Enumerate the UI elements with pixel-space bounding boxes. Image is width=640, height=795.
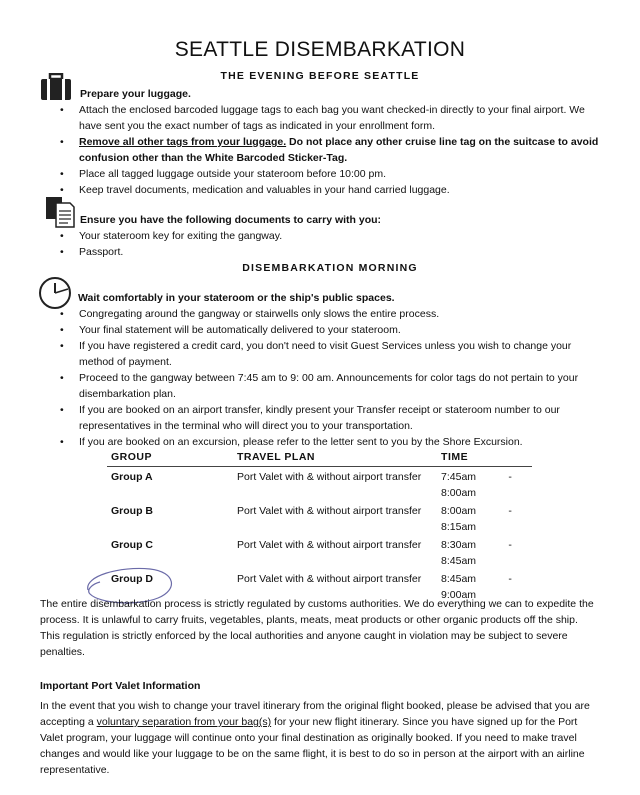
- dash-cell: -: [508, 573, 512, 585]
- remove-tags-text: Remove all other tags from your luggage.: [79, 136, 287, 148]
- list-item: • If you are booked on an excursion, please refer to the letter sent to you by the Shore Excursion.: [60, 436, 523, 448]
- plan-cell: Port Valet with & without airport transfer: [236, 471, 422, 483]
- list-item: • Attach the enclosed barcoded luggage tags to each bag you want checked-in directly to your final airport. We have sent you the exact number of tags as indicated in your enrollment form.: [60, 104, 585, 132]
- group-cell: Group A: [111, 471, 153, 483]
- voluntary-separation-text: voluntary separation from your bag(s): [96, 716, 272, 728]
- header-group: GROUP: [107, 449, 233, 467]
- list-item: • If you have registered a credit card, you don't need to visit Guest Services unless you wish to change your method of payment.: [60, 340, 572, 368]
- table-row: [107, 501, 532, 535]
- port-valet-heading: Important Port Valet Information: [40, 680, 201, 692]
- port-valet-paragraph: In the event that you wish to change your travel itinerary from the original flight booked, please be advised that you are accepting a voluntary separation from your bag(s) for your new flight itinerary. Since you have signed up for the Port Valet program, your luggage will continue onto your final destination as originally booked. If you need to make travel changes and would like your luggage to be on the same flight, it is best to do so in person at the airport with an airline representative.: [40, 700, 590, 776]
- customs-paragraph: The entire disembarkation process is strictly regulated by customs authorities. We do everything we can to expedite the process. It is unlawful to carry fruits, vegetables, plants, meats, meat products or other organic products off the ship. This regulation is strictly enforced by the local authorities and anyone caught in violation may be subject to severe penalties.: [40, 598, 594, 658]
- header-empty: [504, 449, 532, 467]
- dash-cell: -: [508, 539, 512, 551]
- group-cell: Group C: [111, 539, 153, 551]
- evening-heading: THE EVENING BEFORE SEATTLE: [220, 70, 420, 82]
- time-cell: 8:00am 8:15am: [441, 505, 477, 533]
- header-travel-plan: TRAVEL PLAN: [233, 449, 437, 467]
- time-cell: 8:45am 9:00am: [441, 573, 477, 601]
- list-item: • Passport.: [60, 246, 124, 258]
- plan-cell: Port Valet with & without airport transfer: [236, 505, 422, 517]
- dash-cell: -: [508, 471, 512, 483]
- list-item: • Your final statement will be automatically delivered to your stateroom.: [60, 324, 401, 336]
- time-cell: 7:45am 8:00am: [441, 471, 477, 499]
- morning-heading: DISEMBARKATION MORNING: [242, 262, 418, 274]
- documents-heading: Ensure you have the following documents to carry with you:: [80, 214, 382, 226]
- time-cell: 8:30am 8:45am: [441, 539, 477, 567]
- list-item: • Congregating around the gangway or stairwells only slows the entire process.: [60, 308, 440, 320]
- plan-cell: Port Valet with & without airport transfer: [236, 539, 422, 551]
- list-item: • Proceed to the gangway between 7:45 am to 9: 00 am. Announcements for color tags do not pertain to your disembarkation plan.: [60, 372, 579, 400]
- list-item: • Place all tagged luggage outside your stateroom before 10:00 pm.: [60, 168, 387, 180]
- group-cell: Group B: [111, 505, 153, 517]
- list-item: • If you are booked on an airport transfer, kindly present your Transfer receipt or stateroom number to our representatives in the terminal who will direct you to your transportation.: [60, 404, 560, 432]
- dash-cell: -: [508, 505, 512, 517]
- list-item: • Remove all other tags from your luggage. Do not place any other cruise line tag on the suitcase to avoid confusion other than the White Barcoded Sticker-Tag.: [60, 136, 599, 164]
- wait-heading: Wait comfortably in your stateroom or the ship's public spaces.: [78, 292, 395, 304]
- luggage-heading: Prepare your luggage.: [80, 88, 191, 100]
- group-cell: Group D: [111, 573, 153, 585]
- page-title: SEATTLE DISEMBARKATION: [174, 38, 466, 61]
- plan-cell: Port Valet with & without airport transfer: [236, 573, 422, 585]
- header-time: TIME: [437, 449, 504, 467]
- table-header-row: [107, 449, 532, 467]
- list-item: • Your stateroom key for exiting the gangway.: [60, 230, 283, 242]
- table-row: [107, 467, 532, 502]
- list-item: • Keep travel documents, medication and valuables in your hand carried luggage.: [60, 184, 450, 196]
